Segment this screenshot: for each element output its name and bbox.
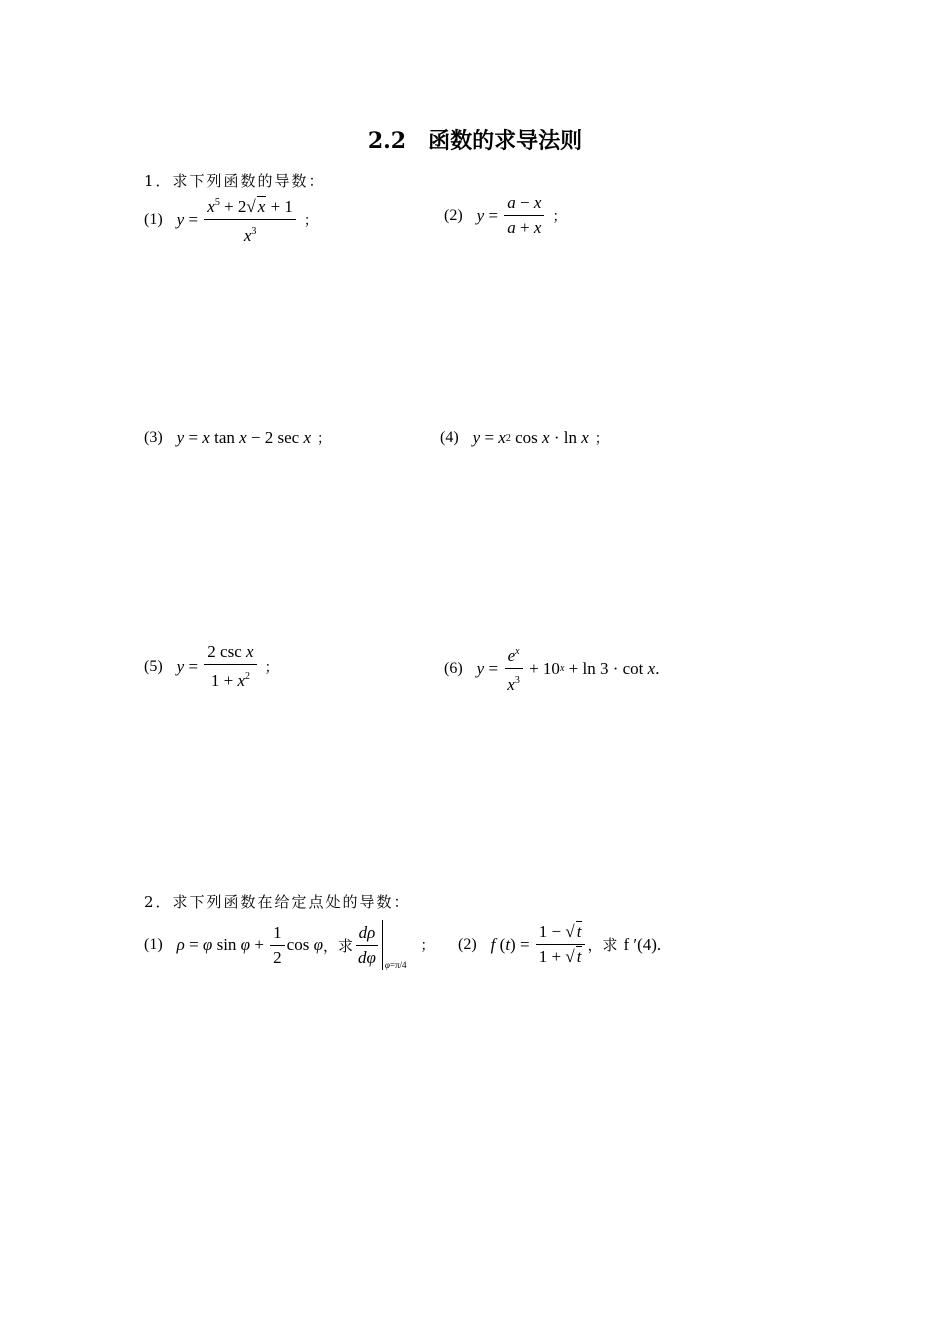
q1-item-5 — [144, 642, 279, 691]
question-2-prompt: 2．求下列函数在给定点处的导数： — [144, 893, 411, 911]
item-end: ； — [264, 659, 279, 676]
item-label: (5) — [144, 657, 163, 675]
q1-item-1 — [144, 193, 318, 246]
item-end: ； — [552, 208, 567, 225]
item-label: (2) — [458, 935, 477, 953]
formula: y = $\frac{e^x}{x^3}$ + 10 x + ln 3 · cot x — [477, 642, 656, 695]
item-label: (2) — [444, 206, 463, 224]
q1-item-4 — [440, 428, 609, 448]
q1-item-3 — [144, 428, 331, 448]
formula: y = $\frac{a - x}{a + x}$ — [477, 193, 547, 238]
item-end: ； — [303, 212, 318, 229]
section-title — [0, 124, 950, 155]
item-label: (1) — [144, 210, 163, 228]
ask-text: ，求 — [587, 936, 618, 954]
question-1-prompt: 1．求下列函数的导数： — [144, 172, 326, 190]
item-end: . — [655, 658, 660, 678]
q1-item-2 — [444, 193, 566, 238]
item-label: (4) — [440, 429, 459, 446]
item-label: (1) — [144, 936, 163, 953]
q1-item-6 — [444, 642, 659, 695]
q2-item-2 — [458, 922, 661, 967]
item-end: ； — [317, 431, 332, 447]
item-label: (3) — [144, 429, 163, 446]
formula: y = $\frac{\text{2 csc x}}{1 + x^2}$ — [177, 642, 259, 691]
ask-text: ，求 — [323, 936, 354, 955]
item-end: ； — [420, 938, 435, 954]
formula: ρ = φ sin φ + $\frac{1}{2}$ cos φ — [176, 922, 323, 967]
formula: y = $\frac{x^5 + 2√ x + 1}{x^3}$ — [177, 193, 298, 246]
derivative-expression: $\frac{d\rho}{d\varphi}$ φ=π/4 — [353, 920, 407, 970]
formula: y = x tan x − 2 sec x — [176, 428, 312, 447]
section-heading: 函数的求导法则 — [428, 128, 583, 154]
section-number: 2.2 — [367, 128, 407, 154]
item-label: (6) — [444, 659, 463, 677]
formula: y = x 2 cos x · ln x — [472, 428, 589, 447]
formula: f ( t ) = $\frac{1 - √ t}{1 + √ t}$ — [491, 922, 588, 967]
q2-item-1 — [144, 920, 435, 970]
target-expression: f ′(4). — [623, 934, 662, 954]
item-end: ； — [594, 431, 609, 447]
